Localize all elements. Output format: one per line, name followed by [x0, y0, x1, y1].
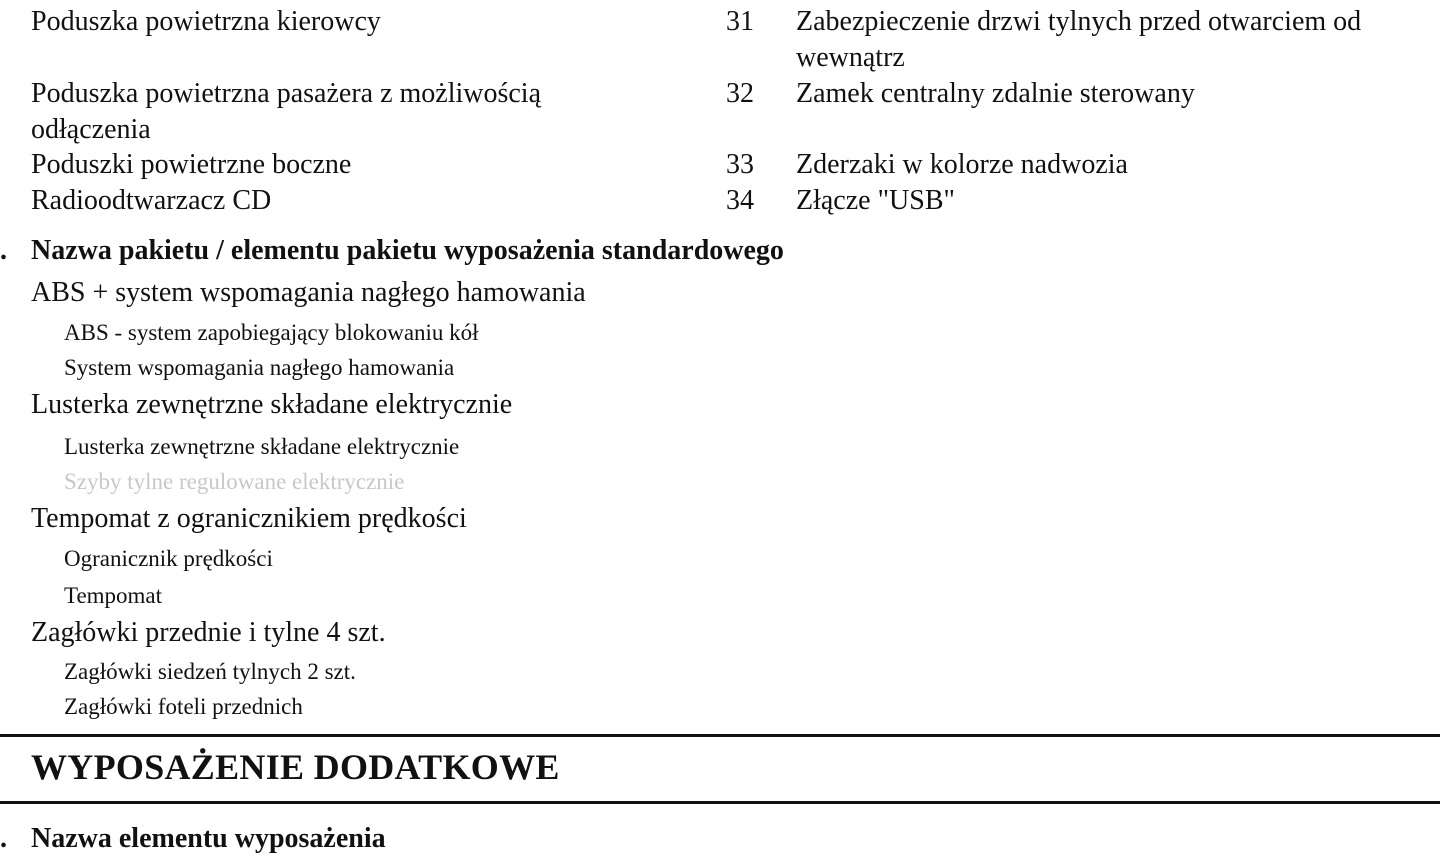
- additional-equipment-title: WYPOSAŻENIE DODATKOWE: [31, 747, 560, 787]
- package-name: ABS + system wspomagania nagłego hamowania: [31, 277, 586, 308]
- equipment-item: Poduszka powietrzna pasażera z możliwością: [31, 78, 542, 109]
- package-name: Tempomat z ogranicznikiem prędkości: [31, 503, 467, 534]
- package-element: ABS - system zapobiegający blokowaniu kół: [64, 320, 479, 345]
- equipment-item: Poduszka powietrzna kierowcy: [31, 6, 381, 37]
- package-element-muted: Szyby tylne regulowane elektrycznie: [64, 469, 405, 494]
- section-marker: .: [0, 235, 7, 266]
- section-divider-top: [0, 734, 1440, 737]
- package-element: Zagłówki foteli przednich: [64, 694, 303, 719]
- equipment-item: Zamek centralny zdalnie sterowany: [796, 78, 1195, 109]
- equipment-item: Złącze "USB": [796, 185, 955, 216]
- equipment-item: Zabezpieczenie drzwi tylnych przed otwarciem od: [796, 6, 1362, 37]
- package-name: Zagłówki przednie i tylne 4 szt.: [31, 617, 386, 648]
- standard-packages-header: Nazwa pakietu / elementu pakietu wyposażenia standardowego: [31, 235, 784, 266]
- equipment-number: 34: [726, 185, 754, 216]
- equipment-item: Zderzaki w kolorze nadwozia: [796, 149, 1128, 180]
- equipment-item-continuation: wewnątrz: [796, 42, 905, 73]
- package-element: Lusterka zewnętrzne składane elektrycznie: [64, 434, 460, 459]
- package-element: Zagłówki siedzeń tylnych 2 szt.: [64, 659, 356, 684]
- additional-equipment-header: Nazwa elementu wyposażenia: [31, 823, 386, 854]
- section-marker: .: [0, 823, 7, 854]
- package-element: System wspomagania nagłego hamowania: [64, 355, 455, 380]
- package-element: Tempomat: [64, 583, 163, 608]
- package-name: Lusterka zewnętrzne składane elektrycznie: [31, 389, 513, 420]
- equipment-number: 33: [726, 149, 754, 180]
- section-divider-bottom: [0, 801, 1440, 804]
- package-element: Ogranicznik prędkości: [64, 546, 273, 571]
- equipment-number: 32: [726, 78, 754, 109]
- equipment-item-continuation: odłączenia: [31, 114, 151, 145]
- equipment-number: 31: [726, 6, 754, 37]
- equipment-item: Poduszki powietrzne boczne: [31, 149, 352, 180]
- equipment-item: Radioodtwarzacz CD: [31, 185, 272, 216]
